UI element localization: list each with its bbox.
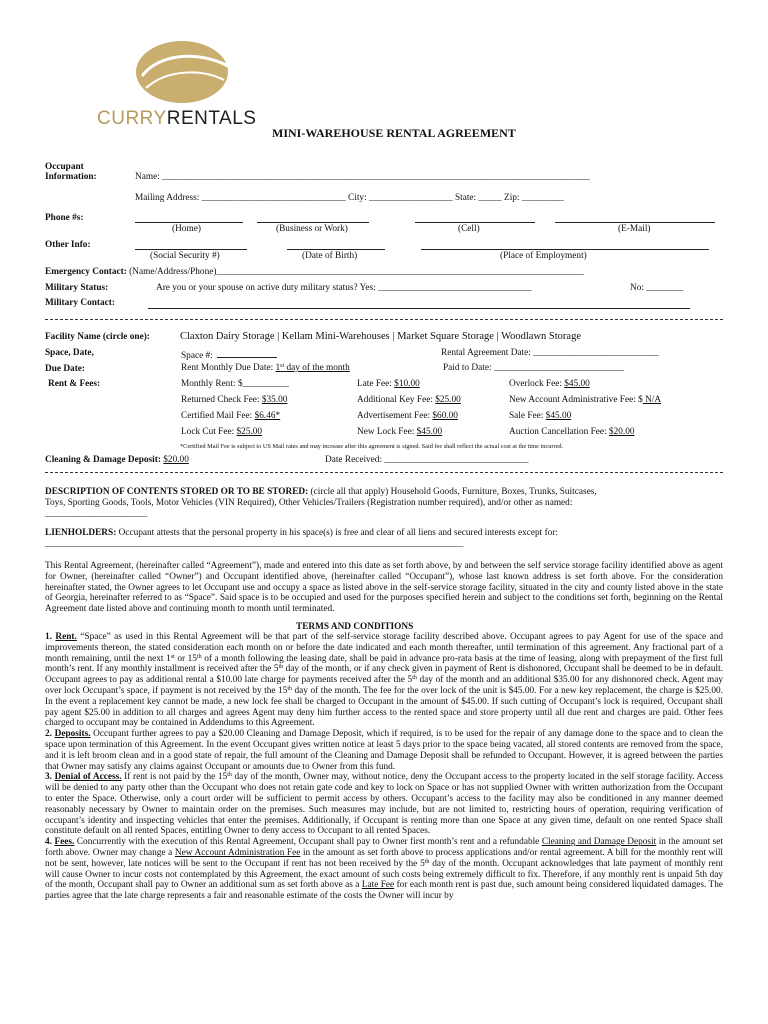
advertisement-fee-value: $60.00 — [432, 411, 458, 421]
new-lock-fee-value: $45.00 — [416, 427, 443, 437]
term-fees-c: in the amount as set forth above to process applications and/or rental agreement. A bill for the monthly rent will not be sent, however, late notices will be sent to the Occupant if rent has not been received by the 5 — [45, 847, 724, 869]
returned-check-fee-value: $35.00 — [261, 395, 288, 405]
contents-heading: DESCRIPTION OF CONTENTS STORED OR TO BE STORED: — [45, 487, 309, 497]
emergency-contact-row[interactable] — [45, 267, 584, 277]
other-info-label: Other Info: — [45, 240, 91, 250]
sup-th: th — [287, 685, 292, 692]
military-question[interactable]: Are you or your spouse on active duty military status? Yes: _________________________________ — [156, 283, 532, 293]
term-fees-d: day of the month. Occupant acknowledges that late payment of monthly rent will cause Owner to incur costs not contemplated by this Agreement, the exact amount of such costs being extremely difficult to fix. Therefore, if any monthly rent is unpaid 5th day of the month, Occupant shall pay to Owner an additional sum as set forth above as a — [45, 858, 723, 891]
term-rent-f: day of the month. The fee for the over lock of the unit is $45.00. For a new key replacement, the charge is $25.00. In the event a replacement key cannot be made, a new lock fee shall be charged to Occupant in the amount of $45.00. If such cutting of Occupant’s lock is required, Occupant shall pay agent $25.00 in addition to all charges and agrees Agent may deny him further access to the rented space and store property until all due rent and charges are paid. Other fees charged to occupant may be contained in Addendums to this Agreement. — [45, 685, 723, 729]
section-divider-2 — [45, 472, 723, 473]
term-denial-title: Denial of Access. — [54, 772, 122, 783]
mailing-address-field[interactable]: Mailing Address: _______________________________ City: __________________ State: _____ Zip: _________ — [135, 193, 564, 203]
returned-check-fee — [181, 395, 287, 405]
lienholders-heading: LIENHOLDERS: — [45, 528, 117, 538]
ssn-caption: (Social Security #) — [150, 251, 220, 261]
logo-curry-text: CURRY — [97, 108, 167, 129]
deposit-label: Cleaning & Damage Deposit: — [45, 455, 164, 465]
dob-caption: (Date of Birth) — [302, 251, 358, 261]
sup-st: st — [170, 653, 175, 660]
due-date-label: Rent Monthly Due Date: — [181, 363, 276, 373]
term-rent-d: day of the month, or if any check given in payment of Rent is dishonored, Occupant shall be deemed to be in default. Occupant agrees to pay as additional rental a $10.00 late charge for payments received after the 5 — [45, 664, 723, 686]
term-rent — [45, 632, 723, 729]
advertisement-fee-label: Advertisement Fee: — [357, 411, 433, 421]
overlock-fee-label: Overlock Fee: — [509, 379, 565, 389]
certified-mail-fee — [181, 411, 280, 421]
monthly-rent-field[interactable]: Monthly Rent: $__________ — [181, 379, 289, 389]
sup-th: th — [412, 675, 417, 682]
due-date-sup: st — [280, 363, 285, 369]
term-deposits-title: Deposits. — [54, 729, 91, 740]
sale-fee — [509, 411, 571, 421]
sale-fee-value: $45.00 — [545, 411, 572, 421]
emergency-contact-field[interactable]: (Name/Address/Phone)_______________________________________________________________________________ — [129, 267, 584, 277]
term-rent-c: of a month following the leasing date, shall be paid in advance pro-rata basis at the time of leasing, along with prepayment of the first full month’s rent. If any monthly installment is received after the 5 — [45, 653, 723, 675]
sup-th: th — [227, 772, 232, 779]
term-rent-e: day of the month and an additional $35.00 for any dishonored check. Agent may over lock Occupant’s space, if payment is not received by the 15 — [45, 675, 723, 696]
term-fees-admin-link: New Account Administration Fee — [174, 847, 301, 858]
overlock-fee-value: $45.00 — [564, 379, 590, 389]
term-deposits-text: Occupant further agrees to pay a $20.00 Cleaning and Damage Deposit, which if required, is to be used for the repair of any damage done to the space and to clean the space upon termination of this Agreement. In the event Occupant gives written notice at least 5 days prior to the space being vacated, all stored contents are removed from the space, and it is left broom clean and in a good state of repair, the full amount of the Cleaning and Damage Deposit shall be refunded to Occupant. However, it is agreed between the parties that Owner may satisfy any claims against Occupant or amounts due to Owner from this fund. — [45, 729, 724, 772]
new-account-fee-value: N/A — [642, 395, 662, 405]
lock-cut-fee — [181, 427, 262, 437]
late-fee-label: Late Fee: — [357, 379, 395, 389]
term-rent-a: “Space” as used in this Rental Agreement will be that part of the self-service storage facility described above. Occupant agrees to pay Agent for use of the space and improvements thereon, the stated consideration each month on or before the date indicated and each month thereafter, until termination of this agreement. Any fractional part of a month remaining, until the next 1 — [45, 632, 724, 664]
term-denial-a: If rent is not paid by the 15 — [121, 772, 228, 783]
due-date-row[interactable] — [181, 363, 350, 373]
phone-business-caption: (Business or Work) — [276, 224, 348, 234]
certified-mail-fee-label: Certified Mail Fee: — [181, 411, 255, 421]
additional-key-fee — [357, 395, 461, 405]
term-fees-title: Fees. — [54, 837, 75, 848]
military-no-field[interactable]: No: ________ — [630, 283, 684, 293]
military-status-label: Military Status: — [45, 283, 109, 293]
logo-emblem-icon — [128, 36, 236, 108]
terms-body — [45, 632, 723, 902]
contents-line-2[interactable]: Toys, Sporting Goods, Tools, Motor Vehicles (VIN Required), Other Vehicles/Trailers (Registration number required), and/or other as named: — [45, 497, 573, 508]
paid-to-date-field[interactable]: Paid to Date: ____________________________ — [443, 363, 625, 373]
intro-paragraph: This Rental Agreement, (hereinafter called “Agreement”), made and entered into this date as set forth above, by and between the self service storage facility identified above as agent for Owner, (hereinafter called “Owner”) and Occupant identified above, (hereinafter called “Occupant”), whose last known address is set forth above. For the consideration hereinafter stated, the Owner agrees to let Occupant use and occupy a space as listed above in the self-service storage facility, situated in the city and county listed above in the state of Georgia, hereinafter referred to as “Space”. Said space is to be occupied and used for the purposes specified herein and subject to the conditions set forth, beginning on the Rental Agreement date listed above and continuing month to month until terminated. — [45, 561, 723, 615]
space-label-2: Due Date: — [45, 364, 86, 374]
military-contact-line[interactable] — [148, 308, 690, 309]
space-label-3: Rent & Fees: — [48, 379, 101, 389]
auction-fee-label: Auction Cancellation Fee: — [509, 427, 609, 437]
term-fees — [45, 837, 723, 902]
late-fee — [357, 379, 420, 389]
certified-mail-footnote: *Certified Mail Fee is subject to US Mail rates and may increase after this agreement is signed. Said fee shall reflect the actual cost at the time incurred. — [180, 443, 564, 450]
new-lock-fee — [357, 427, 442, 437]
term-rent-number: 1. — [45, 632, 56, 642]
lienholders-text: Occupant attests that the personal property in his space(s) is free and clear of all liens and secured interests except for: — [116, 528, 558, 538]
contents-line-3[interactable]: ______________________ — [45, 508, 148, 519]
advertisement-fee — [357, 411, 458, 421]
occupant-label-2: Information: — [45, 172, 97, 182]
other-info-lines[interactable] — [135, 249, 715, 250]
sup-th: th — [196, 653, 202, 660]
term-fees-deposit-link: Cleaning and Damage Deposit — [541, 837, 657, 848]
phone-cell-caption: (Cell) — [458, 224, 480, 234]
additional-key-fee-value: $25.00 — [435, 395, 461, 405]
late-fee-value: $10.00 — [394, 379, 420, 389]
new-account-fee — [509, 395, 661, 405]
facility-label: Facility Name (circle one): — [45, 332, 150, 342]
employment-caption: (Place of Employment) — [500, 251, 587, 261]
term-rent-b: or 15 — [174, 653, 197, 664]
term-fees-e: for each month rent is past due, such amount being considered liquidated damages. The parties agree that the late charge represents a fair and reasonable estimate of the costs the Owner will incur by — [45, 880, 723, 902]
overlock-fee — [509, 379, 590, 389]
term-denial-number: 3. — [45, 772, 55, 783]
term-deposits-number: 2. — [45, 729, 55, 740]
sup-th: th — [424, 858, 430, 865]
phone-lines[interactable] — [135, 222, 715, 223]
term-denial — [45, 772, 723, 837]
new-lock-fee-label: New Lock Fee: — [357, 427, 417, 437]
returned-check-fee-label: Returned Check Fee: — [181, 395, 262, 405]
contents-section — [45, 487, 723, 519]
new-account-fee-label: New Account Administrative Fee: $ — [509, 395, 643, 405]
lock-cut-fee-value: $25.00 — [236, 427, 263, 437]
phone-home-caption: (Home) — [172, 224, 201, 234]
occupant-label-1: Occupant — [45, 162, 84, 172]
auction-fee-value: $20.00 — [608, 427, 635, 437]
document-title: MINI-WAREHOUSE RENTAL AGREEMENT — [272, 126, 516, 140]
term-deposits — [45, 729, 723, 772]
contents-line-1[interactable]: (circle all that apply) Household Goods, Furniture, Boxes, Trunks, Suitcases, — [308, 487, 597, 497]
space-label-1: Space, Date, — [45, 348, 94, 358]
emergency-contact-label: Emergency Contact: — [45, 267, 127, 277]
space-number-label: Space #: — [181, 351, 213, 361]
sup-th: th — [278, 664, 284, 671]
deposit-value: $20.00 — [163, 455, 189, 465]
name-field[interactable]: Name: ____________________________________________________________________________________________ — [135, 172, 590, 182]
term-fees-late-link: Late Fee — [361, 880, 395, 891]
term-rent-title: Rent. — [55, 632, 77, 642]
term-fees-a: Concurrently with the execution of this Rental Agreement, Occupant shall pay to Owner first month’s rent and a refundable — [74, 837, 542, 848]
lienholders-line[interactable]: __________________________________________________________________________________________ — [45, 538, 464, 549]
auction-cancellation-fee — [509, 427, 635, 437]
due-date-text: day of the month — [286, 363, 350, 373]
phone-label: Phone #s: — [45, 213, 84, 223]
additional-key-fee-label: Additional Key Fee: — [357, 395, 436, 405]
military-contact-label: Military Contact: — [45, 298, 115, 308]
space-number-row[interactable] — [181, 348, 277, 361]
facility-options[interactable]: Claxton Dairy Storage | Kellam Mini-Warehouses | Market Square Storage | Woodlawn Storage — [180, 331, 581, 342]
term-denial-b: day of the month, Owner may, without notice, deny the Occupant access to the property located in the self storage facility. Access will be denied to any party other than the Occupant who does not retain gate code and key to lock on Space or has not supplied Owner with written authorization from the Occupant to enter the Space. Otherwise, only a court order will be sufficient to permit access by others. Occupant’s access to the facility may also be conditioned in any manner deemed reasonably necessary by Owner to maintain order on the premises. Such measures may include, but are not limited to, restricting hours of operation, requiring verification of occupant’s identity and inspecting vehicles that enter the premises. Additionally, if Occupant is renting more than one Space at any given time, default on one rented Space shall constitute default on all rented Spaces, entitling Owner to deny access to Occupant to all rented Spaces. — [45, 772, 723, 837]
email-caption: (E-Mail) — [618, 224, 651, 234]
logo-wordmark — [97, 108, 256, 130]
section-divider-1 — [45, 319, 723, 320]
date-received-field[interactable]: Date Received: _______________________________ — [325, 455, 529, 465]
term-fees-number: 4. — [45, 837, 55, 848]
terms-heading: TERMS AND CONDITIONS — [296, 622, 414, 632]
certified-mail-fee-value: $6.46* — [254, 411, 281, 421]
term-fees-b: in the amount set forth above. Owner may change a — [45, 837, 724, 858]
due-date-value: 1st day of the month — [275, 363, 350, 373]
logo-rentals-text: RENTALS — [166, 108, 257, 129]
rental-agreement-date-field[interactable]: Rental Agreement Date: ___________________________ — [441, 348, 659, 358]
lock-cut-fee-label: Lock Cut Fee: — [181, 427, 237, 437]
sale-fee-label: Sale Fee: — [509, 411, 546, 421]
deposit-row — [45, 455, 189, 465]
lienholders-section — [45, 528, 723, 550]
